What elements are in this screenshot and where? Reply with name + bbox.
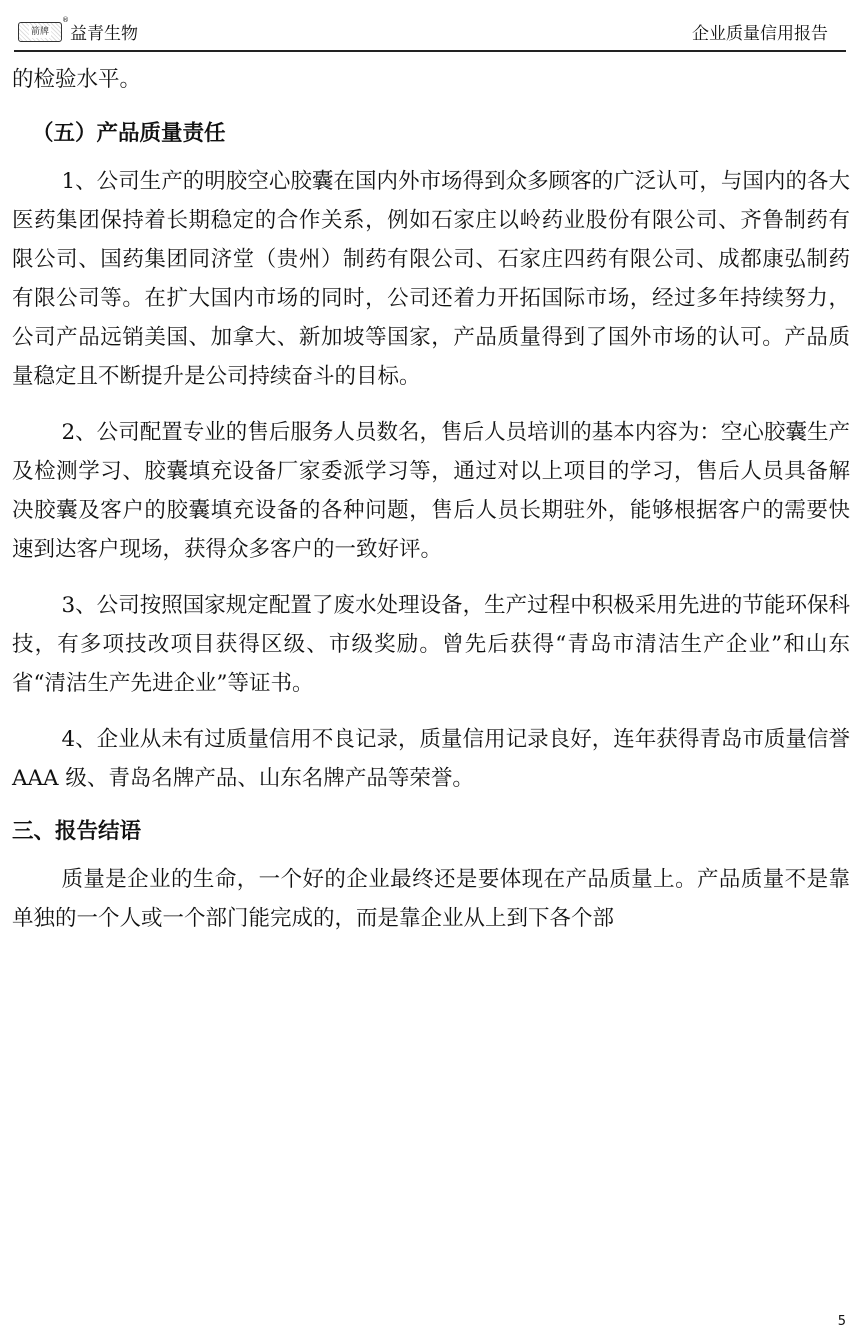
- registered-mark: ®: [62, 16, 69, 24]
- paragraph-item-4: 4、企业从未有过质量信用不良记录，质量信用记录良好，连年获得青岛市质量信誉 AAA 级、青岛名牌产品、山东名牌产品等荣誉。: [12, 727, 850, 791]
- page-header: [14, 16, 846, 52]
- paragraph-item-1: 1、公司生产的明胶空心胶囊在国内外市场得到众多顾客的广泛认可，与国内的各大医药集团保持着长期稳定的合作关系，例如石家庄以岭药业股份有限公司、齐鲁制药有限公司、国药集团同济堂（贵州）制药有限公司、石家庄四药有限公司、成都康弘制药有限公司等。在扩大国内市场的同时，公司还着力开拓国际市场，经过多年持续努力，公司产品远销美国、加拿大、新加坡等国家，产品质量得到了国外市场的认可。产品质量稳定且不断提升是公司持续奋斗的目标。: [12, 169, 850, 389]
- conclusion-paragraph: 质量是企业的生命，一个好的企业最终还是要体现在产品质量上。产品质量不是靠单独的一个人或一个部门能完成的，而是靠企业从上到下各个部: [12, 867, 850, 931]
- continuation-paragraph: 的检验水平。: [12, 67, 142, 92]
- paragraph-item-2: 2、公司配置专业的售后服务人员数名，售后人员培训的基本内容为：空心胶囊生产及检测学习、胶囊填充设备厂家委派学习等，通过对以上项目的学习，售后人员具备解决胶囊及客户的胶囊填充设备的各种问题，售后人员长期驻外，能够根据客户的需要快速到达客户现场，获得众多客户的一致好评。: [12, 420, 850, 562]
- page-number: 5: [837, 1314, 846, 1329]
- section-heading-product-quality-responsibility: （五）产品质量责任: [32, 121, 226, 146]
- company-name: 益青生物: [70, 24, 138, 44]
- section-heading-report-conclusion: 三、报告结语: [12, 819, 142, 844]
- report-title: 企业质量信用报告: [692, 24, 828, 44]
- document-body: [12, 60, 850, 938]
- logo-text: 箭牌: [30, 27, 49, 37]
- brand-logo-icon: [18, 22, 62, 42]
- paragraph-item-3: 3、公司按照国家规定配置了废水处理设备，生产过程中积极采用先进的节能环保科技，有多项技改项目获得区级、市级奖励。曾先后获得“青岛市清洁生产企业”和山东省“清洁生产先进企业”等证书。: [12, 593, 850, 696]
